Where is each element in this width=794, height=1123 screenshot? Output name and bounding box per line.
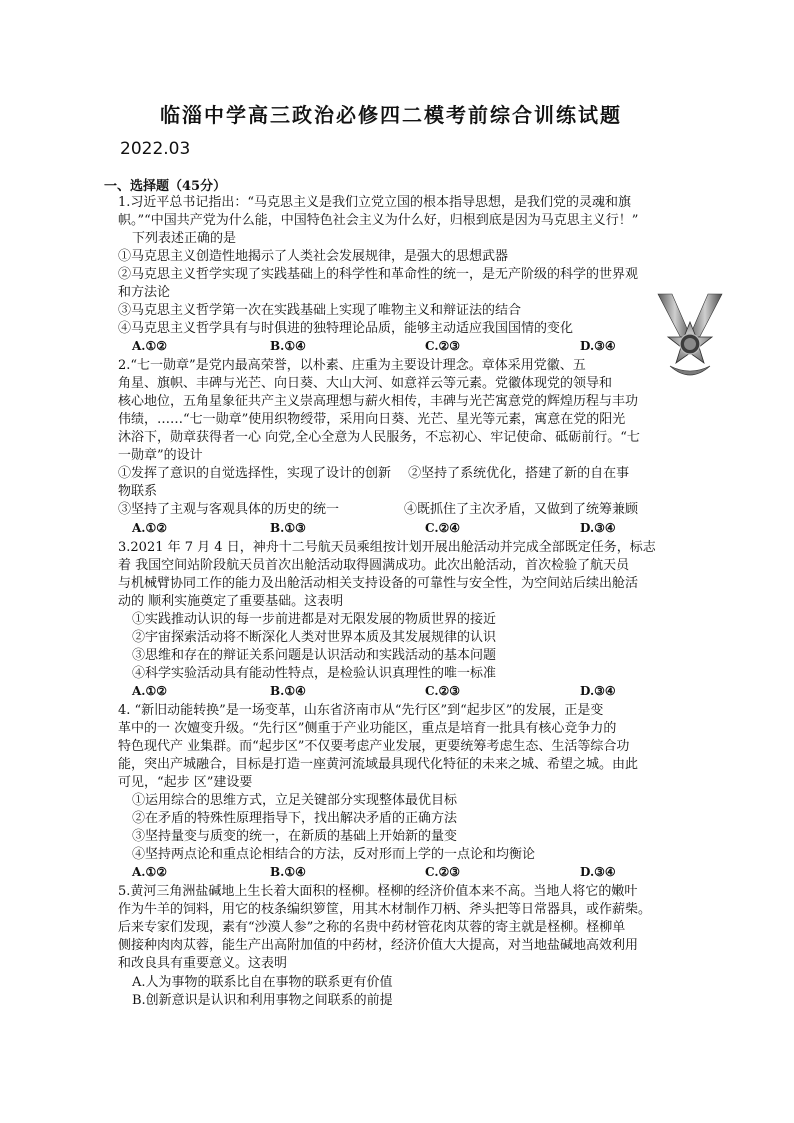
q1-option-b: B.①④ (270, 339, 306, 353)
q3-line-6: ②宇宙探索活动将不断深化人类对世界本质及其发展规律的认识 (132, 630, 497, 645)
q3-option-d: D.③④ (580, 684, 616, 698)
q4-option-a: A.①② (132, 865, 168, 879)
q5-line-2: 作为牛羊的饲料，用它的枝条编织箩筐，用其木材制作刀柄、斧头把等日常器具，或作薪柴。 (118, 902, 652, 917)
q1-line-7: ③马克思主义哲学第一次在实践基础上实现了唯物主义和辩证法的结合 (118, 303, 522, 318)
q1-line-1: 1.习近平总书记指出：“马克思主义是我们立党立国的根本指导思想，是我们党的灵魂和旗 (118, 195, 632, 210)
q2-options (132, 521, 616, 535)
q2-option-c: C.②④ (425, 521, 461, 535)
q5-line-3: 后来专家们发现，素有“沙漠人参”之称的名贵中药材管花肉苁蓉的寄主就是柽柳。柽柳单 (118, 920, 626, 935)
q4-line-3: 特色现代产 业集群。而“起步区”不仅要考虑产业发展，更要统筹考虑生态、生活等综合功 (118, 739, 630, 754)
q3-line-1: 3.2021 年 7 月 4 日，神舟十二号航天员乘组按计划开展出舱活动并完成全部既定任务，标志 (118, 540, 656, 555)
q4-line-1: 4. “新旧动能转换”是一场变革，山东省济南市从“先行区”到“起步区”的发展，正是变 (118, 703, 604, 718)
q5-option-a: A.人为事物的联系比自在事物的联系更有价值 (132, 975, 393, 990)
q4-line-7: ②在矛盾的特殊性原理指导下，找出解决矛盾的正确方法 (132, 811, 458, 826)
q2-line-7: ①发挥了意识的自觉选择性，实现了设计的创新 ②坚持了系统优化，搭建了新的自在事 (118, 466, 630, 481)
q2-line-3: 核心地位，五角星象征共产主义崇高理想与薪火相传，丰碑与光芒寓意党的辉煌历程与丰功 (118, 394, 639, 409)
q4-line-4: 能，突出产城融合，目标是打造一座黄河流域最具现代化特征的未来之城、希望之城。由此 (118, 757, 639, 772)
q3-option-c: C.②③ (425, 684, 461, 698)
q3-line-8: ④科学实验活动具有能动性特点，是检验认识真理性的唯一标准 (132, 666, 497, 681)
q3-option-b: B.①④ (270, 684, 306, 698)
q2-line-4: 伟绩，……“七一勋章”使用织物绶带，采用向日葵、光芒、星光等元素，寓意在党的阳光 (118, 412, 626, 427)
q4-options (132, 865, 616, 879)
q1-option-d: D.③④ (580, 339, 616, 353)
q3-line-5: ①实践推动认识的每一步前进都是对无限发展的物质世界的接近 (132, 612, 497, 627)
q4-line-2: 革中的一 次嬗变升级。“先行区”侧重于产业功能区，重点是培育一批具有核心竞争力的 (118, 721, 617, 736)
q1-line-4: ①马克思主义创造性地揭示了人类社会发展规律，是强大的思想武器 (118, 249, 509, 264)
q3-line-7: ③思维和存在的辩证关系问题是认识活动和实践活动的基本问题 (132, 648, 497, 663)
q1-line-3: 下列表述正确的是 (132, 231, 237, 246)
q1-line-8: ④马克思主义哲学具有与时俱进的独特理论品质，能够主动适应我国国情的变化 (118, 321, 574, 336)
q1-option-a: A.①② (132, 339, 168, 353)
q5-line-5: 和改良具有重要意义。这表明 (118, 956, 288, 971)
q3-line-2: 着 我国空间站阶段航天员首次出舱活动取得圆满成功。此次出舱活动，首次检验了航天员 (118, 558, 630, 573)
q2-line-2: 角星、旗帜、丰碑与光芒、向日葵、大山大河、如意祥云等元素。党徽体现党的领导和 (118, 376, 613, 391)
q3-options (132, 684, 616, 698)
section-heading: 一、选择题（45分） (104, 179, 227, 194)
q5-option-b: B.创新意识是认识和利用事物之间联系的前提 (132, 993, 393, 1008)
q2-option-b: B.①③ (270, 521, 306, 535)
q1-option-c: C.②③ (425, 339, 461, 353)
q4-line-5: 可见，“起步 区”建设要 (118, 775, 253, 790)
q2-line-1: 2.“七一勋章”是党内最高荣誉，以朴素、庄重为主要设计理念。章体采用党徽、五 (118, 358, 586, 373)
q4-option-b: B.①④ (270, 865, 306, 879)
q5-line-1: 5.黄河三角洲盐碱地上生长着大面积的柽柳。柽柳的经济价值本来不高。当地人将它的嫩叶 (118, 884, 638, 899)
q2-option-a: A.①② (132, 521, 168, 535)
q4-option-d: D.③④ (580, 865, 616, 879)
medal-image (656, 292, 724, 382)
q3-line-4: 动的 顺利实施奠定了重要基础。这表明 (118, 594, 344, 609)
q2-option-d: D.③④ (580, 521, 616, 535)
q4-line-9: ④坚持两点论和重点论相结合的方法，反对形而上学的一点论和均衡论 (132, 847, 536, 862)
q1-line-6: 和方法论 (118, 285, 171, 300)
q4-line-8: ③坚持量变与质变的统一，在新质的基础上开始新的量变 (132, 829, 458, 844)
q1-options (132, 339, 616, 353)
q5-line-4: 侧接种肉肉苁蓉，能生产出高附加值的中药材，经济价值大大提高，对当地盐碱地高效利用 (118, 938, 639, 953)
q4-line-6: ①运用综合的思维方式，立足关键部分实现整体最优目标 (132, 793, 458, 808)
page-title: 临淄中学高三政治必修四二模考前综合训练试题 (160, 103, 622, 127)
exam-date: 2022.03 (120, 139, 191, 159)
q4-option-c: C.②③ (425, 865, 461, 879)
q1-line-2: 帜。”“中国共产党为什么能，中国特色社会主义为什么好，归根到底是因为马克思主义行！” (118, 213, 639, 228)
q1-line-5: ②马克思主义哲学实现了实践基础上的科学性和革命性的统一，是无产阶级的科学的世界观 (118, 267, 639, 282)
q2-line-6: 一勋章”的设计 (118, 448, 203, 463)
q2-line-9: ③坚持了主观与客观具体的历史的统一 ④既抓住了主次矛盾，又做到了统筹兼顾 (118, 502, 639, 517)
q2-line-5: 沐浴下，勋章获得者一心 向党,全心全意为人民服务，不忘初心、牢记使命、砥砺前行。“七 (118, 430, 640, 445)
q2-line-8: 物联系 (118, 484, 158, 499)
q3-option-a: A.①② (132, 684, 168, 698)
q3-line-3: 与机械臂协同工作的能力及出舱活动相关支持设备的可靠性与安全性，为空间站后续出舱活 (118, 576, 639, 591)
